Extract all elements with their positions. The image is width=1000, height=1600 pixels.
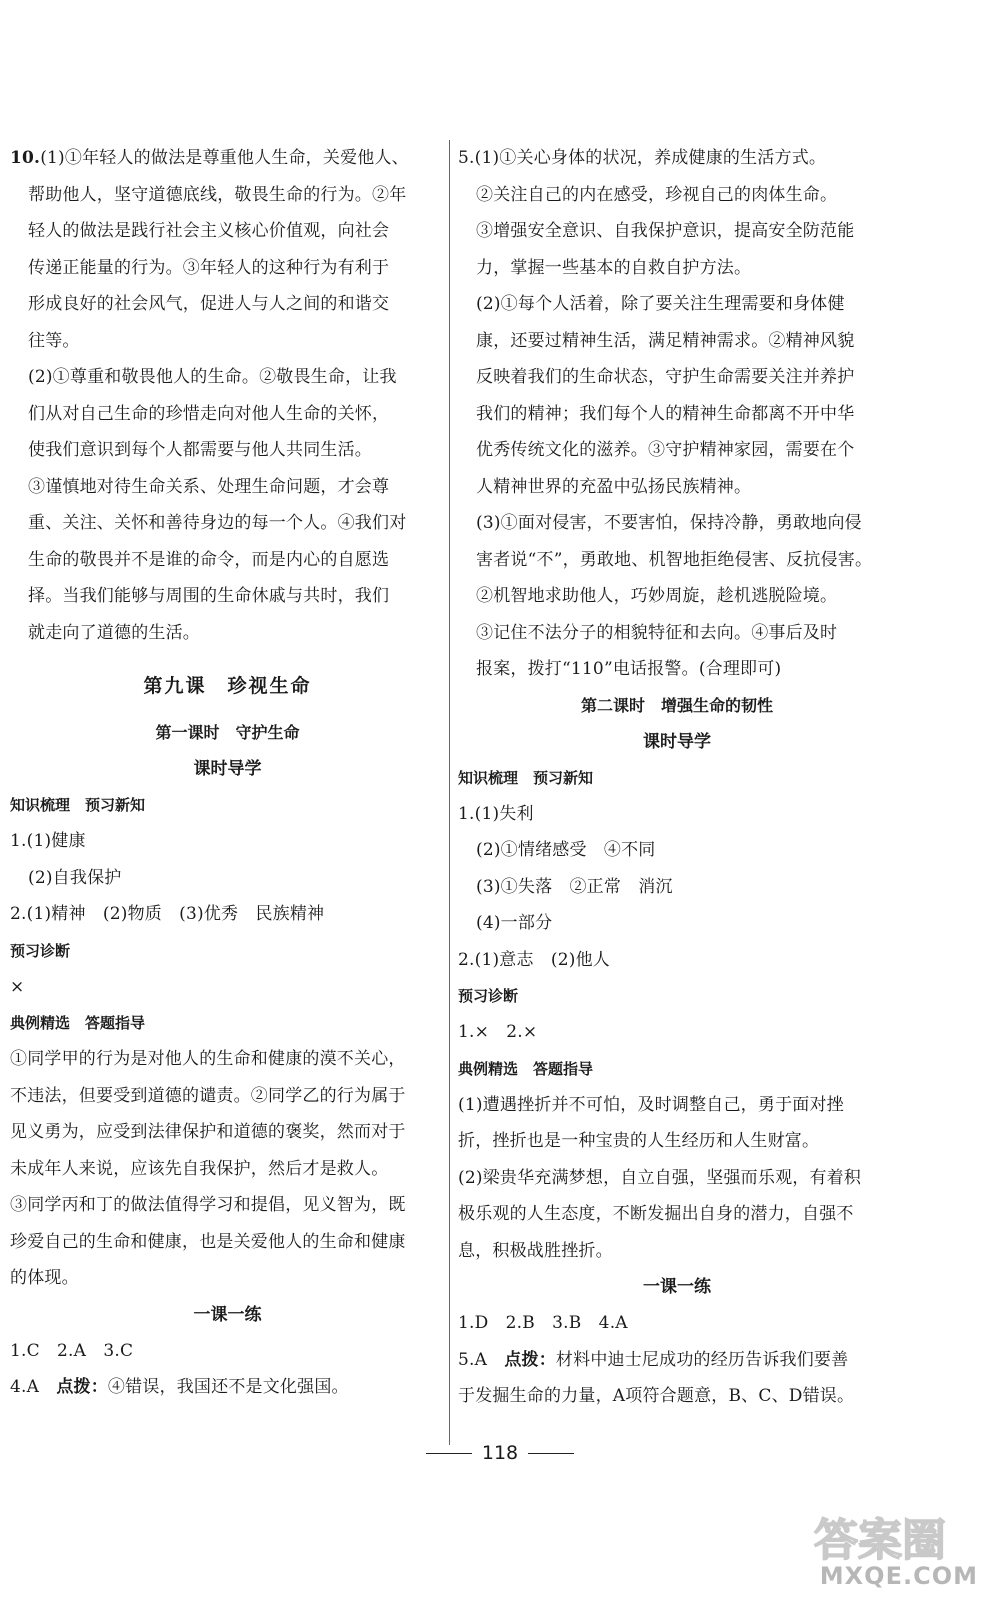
example-line: (1)遭遇挫折并不可怕，及时调整自己，勇于面对挫: [458, 1094, 844, 1115]
answer-line: (2)①情绪感受 ④不同: [476, 840, 656, 860]
q10-line: 们从对自己生命的珍惜走向对他人生命的关怀，: [28, 403, 390, 424]
q10-line: 帮助他人，坚守道德底线，敬畏生命的行为。②年: [28, 184, 407, 205]
practice-title: 一课一练: [193, 1304, 262, 1325]
q5-line: 5.(1)①关心身体的状况，养成健康的生活方式。: [458, 148, 827, 168]
answer-line: ×: [10, 976, 25, 997]
answer-line: 1.(1)失利: [458, 803, 534, 824]
q5-line: (3)①面对侵害，不要害怕，保持冷静，勇敢地向侵: [476, 513, 862, 533]
q5-line: 人精神世界的充盈中弘扬民族精神。: [476, 476, 752, 497]
question-number: 10.: [10, 148, 41, 168]
right-column: [458, 140, 896, 1415]
practice-title: 一课一练: [643, 1277, 711, 1297]
section-heading: 知识梳理 预习新知: [10, 796, 146, 814]
section-heading: 典例精选 答题指导: [458, 1059, 594, 1078]
guide-title: 课时导学: [193, 759, 262, 779]
watermark-text: 答案圈: [814, 1515, 946, 1566]
q10-line: 生命的敬畏并不是谁的命令，而是内心的自愿选: [28, 549, 390, 570]
column-divider: [449, 140, 450, 1445]
answer-line: 2.(1)精神 (2)物质 (3)优秀 民族精神: [10, 904, 325, 924]
q10-line: 择。当我们能够与周围的生命休戚与共时，我们: [28, 586, 390, 606]
q10-line: 使我们意识到每个人都需要与他人共同生活。: [28, 440, 372, 460]
q5-line: 优秀传统文化的滋养。③守护精神家园，需要在个: [476, 440, 855, 460]
section-heading: 预习诊断: [10, 941, 71, 960]
q5-line: (2)①每个人活着，除了要关注生理需要和身体健: [476, 294, 845, 314]
q5-line: 我们的精神；我们每个人的精神生命都离不开中华: [476, 403, 855, 424]
example-line: (2)梁贵华充满梦想，自立自强，坚强而乐观，有着积: [458, 1167, 862, 1188]
example-line: ①同学甲的行为是对他人的生命和健康的漠不关心，: [10, 1049, 406, 1069]
q10-line: ③谨慎地对待生命关系、处理生命问题，才会尊: [28, 476, 390, 497]
hint-label: 点拨：: [504, 1349, 556, 1370]
answer-line: (4)一部分: [476, 913, 553, 933]
q5-line: 力，掌握一些基本的自救自护方法。: [476, 257, 752, 278]
watermark-url: MXQE.COM: [819, 1562, 978, 1590]
period-title: 第一课时 守护生命: [155, 723, 300, 742]
q5-line: ②机智地求助他人，巧妙周旋，趁机逃脱险境。: [476, 586, 838, 606]
footer-rule: [528, 1453, 574, 1454]
q5-line: 康，还要过精神生活，满足精神需求。②精神风貌: [476, 330, 855, 351]
q5-line: 反映着我们的生命状态，守护生命需要关注并养护: [476, 367, 855, 387]
answer-line: 1.C 2.A 3.C: [10, 1340, 134, 1361]
q10-line: 重、关注、关怀和善待身边的每一个人。④我们对: [28, 513, 407, 533]
footer-rule: [426, 1453, 472, 1454]
example-line: 的体现。: [10, 1268, 79, 1288]
q5-line: ③增强安全意识、自我保护意识，提高安全防范能: [476, 221, 855, 241]
guide-title: 课时导学: [643, 731, 711, 752]
answer-line: 1.× 2.×: [458, 1022, 538, 1042]
q5-line: ③记住不法分子的相貌特征和去向。④事后及时: [476, 622, 838, 643]
answer-line: 2.(1)意志 (2)他人: [458, 949, 610, 970]
section-heading: 知识梳理 预习新知: [458, 768, 594, 787]
q10-line: 就走向了道德的生活。: [28, 622, 200, 643]
q5-line: 报案，拨打“110”电话报警。(合理即可): [476, 659, 782, 679]
example-line: 折，挫折也是一种宝贵的人生经历和人生财富。: [458, 1131, 820, 1151]
q10-line: 往等。: [28, 330, 80, 351]
answer-line: 4.A 点拨：④错误，我国还不是文化强国。: [10, 1377, 349, 1397]
q5-line: 害者说“不”，勇敢地、机智地拒绝侵害、反抗侵害。: [476, 549, 873, 570]
page-footer: [0, 1442, 1000, 1482]
example-line: 息，积极战胜挫折。: [458, 1240, 613, 1261]
answer-line: 1.D 2.B 3.B 4.A: [458, 1313, 628, 1333]
answer-line: 5.A 点拨：材料中迪士尼成功的经历告诉我们要善: [458, 1349, 849, 1370]
answer-line: 于发掘生命的力量，A项符合题意，B、C、D错误。: [458, 1386, 855, 1406]
q10-line: 传递正能量的行为。③年轻人的这种行为有利于: [28, 257, 390, 278]
hint-label: 点拨：: [56, 1377, 108, 1397]
example-line: 不违法，但要受到道德的谴责。②同学乙的行为属于: [10, 1085, 406, 1106]
example-line: 极乐观的人生态度，不断发掘出自身的潜力，自强不: [458, 1204, 854, 1224]
q10-line: 形成良好的社会风气，促进人与人之间的和谐交: [28, 294, 390, 314]
lesson-title: 第九课 珍视生命: [143, 675, 312, 697]
left-column: [10, 140, 445, 1406]
example-line: 未成年人来说，应该先自我保护，然后才是救人。: [10, 1158, 389, 1179]
q5-line: ②关注自己的内在感受，珍视自己的肉体生命。: [476, 184, 838, 205]
q10-line: 轻人的做法是践行社会主义核心价值观，向社会: [28, 221, 390, 241]
example-line: 珍爱自己的生命和健康，也是关爱他人的生命和健康: [10, 1231, 406, 1252]
q10-line: (2)①尊重和敬畏他人的生命。②敬畏生命，让我: [28, 367, 397, 387]
example-line: 见义勇为，应受到法律保护和道德的褒奖，然而对于: [10, 1122, 406, 1142]
answer-line: (2)自我保护: [28, 867, 122, 888]
answer-line: 1.(1)健康: [10, 831, 86, 851]
section-heading: 典例精选 答题指导: [10, 1014, 146, 1032]
q10-line: 10.(1)①年轻人的做法是尊重他人生命，关爱他人、: [10, 148, 409, 168]
period-title: 第二课时 增强生命的韧性: [580, 695, 773, 715]
answer-line: (3)①失落 ②正常 消沉: [476, 876, 673, 897]
section-heading: 预习诊断: [458, 987, 519, 1005]
page-number: 118: [481, 1442, 519, 1464]
example-line: ③同学丙和丁的做法值得学习和提倡，见义智为，既: [10, 1195, 406, 1215]
